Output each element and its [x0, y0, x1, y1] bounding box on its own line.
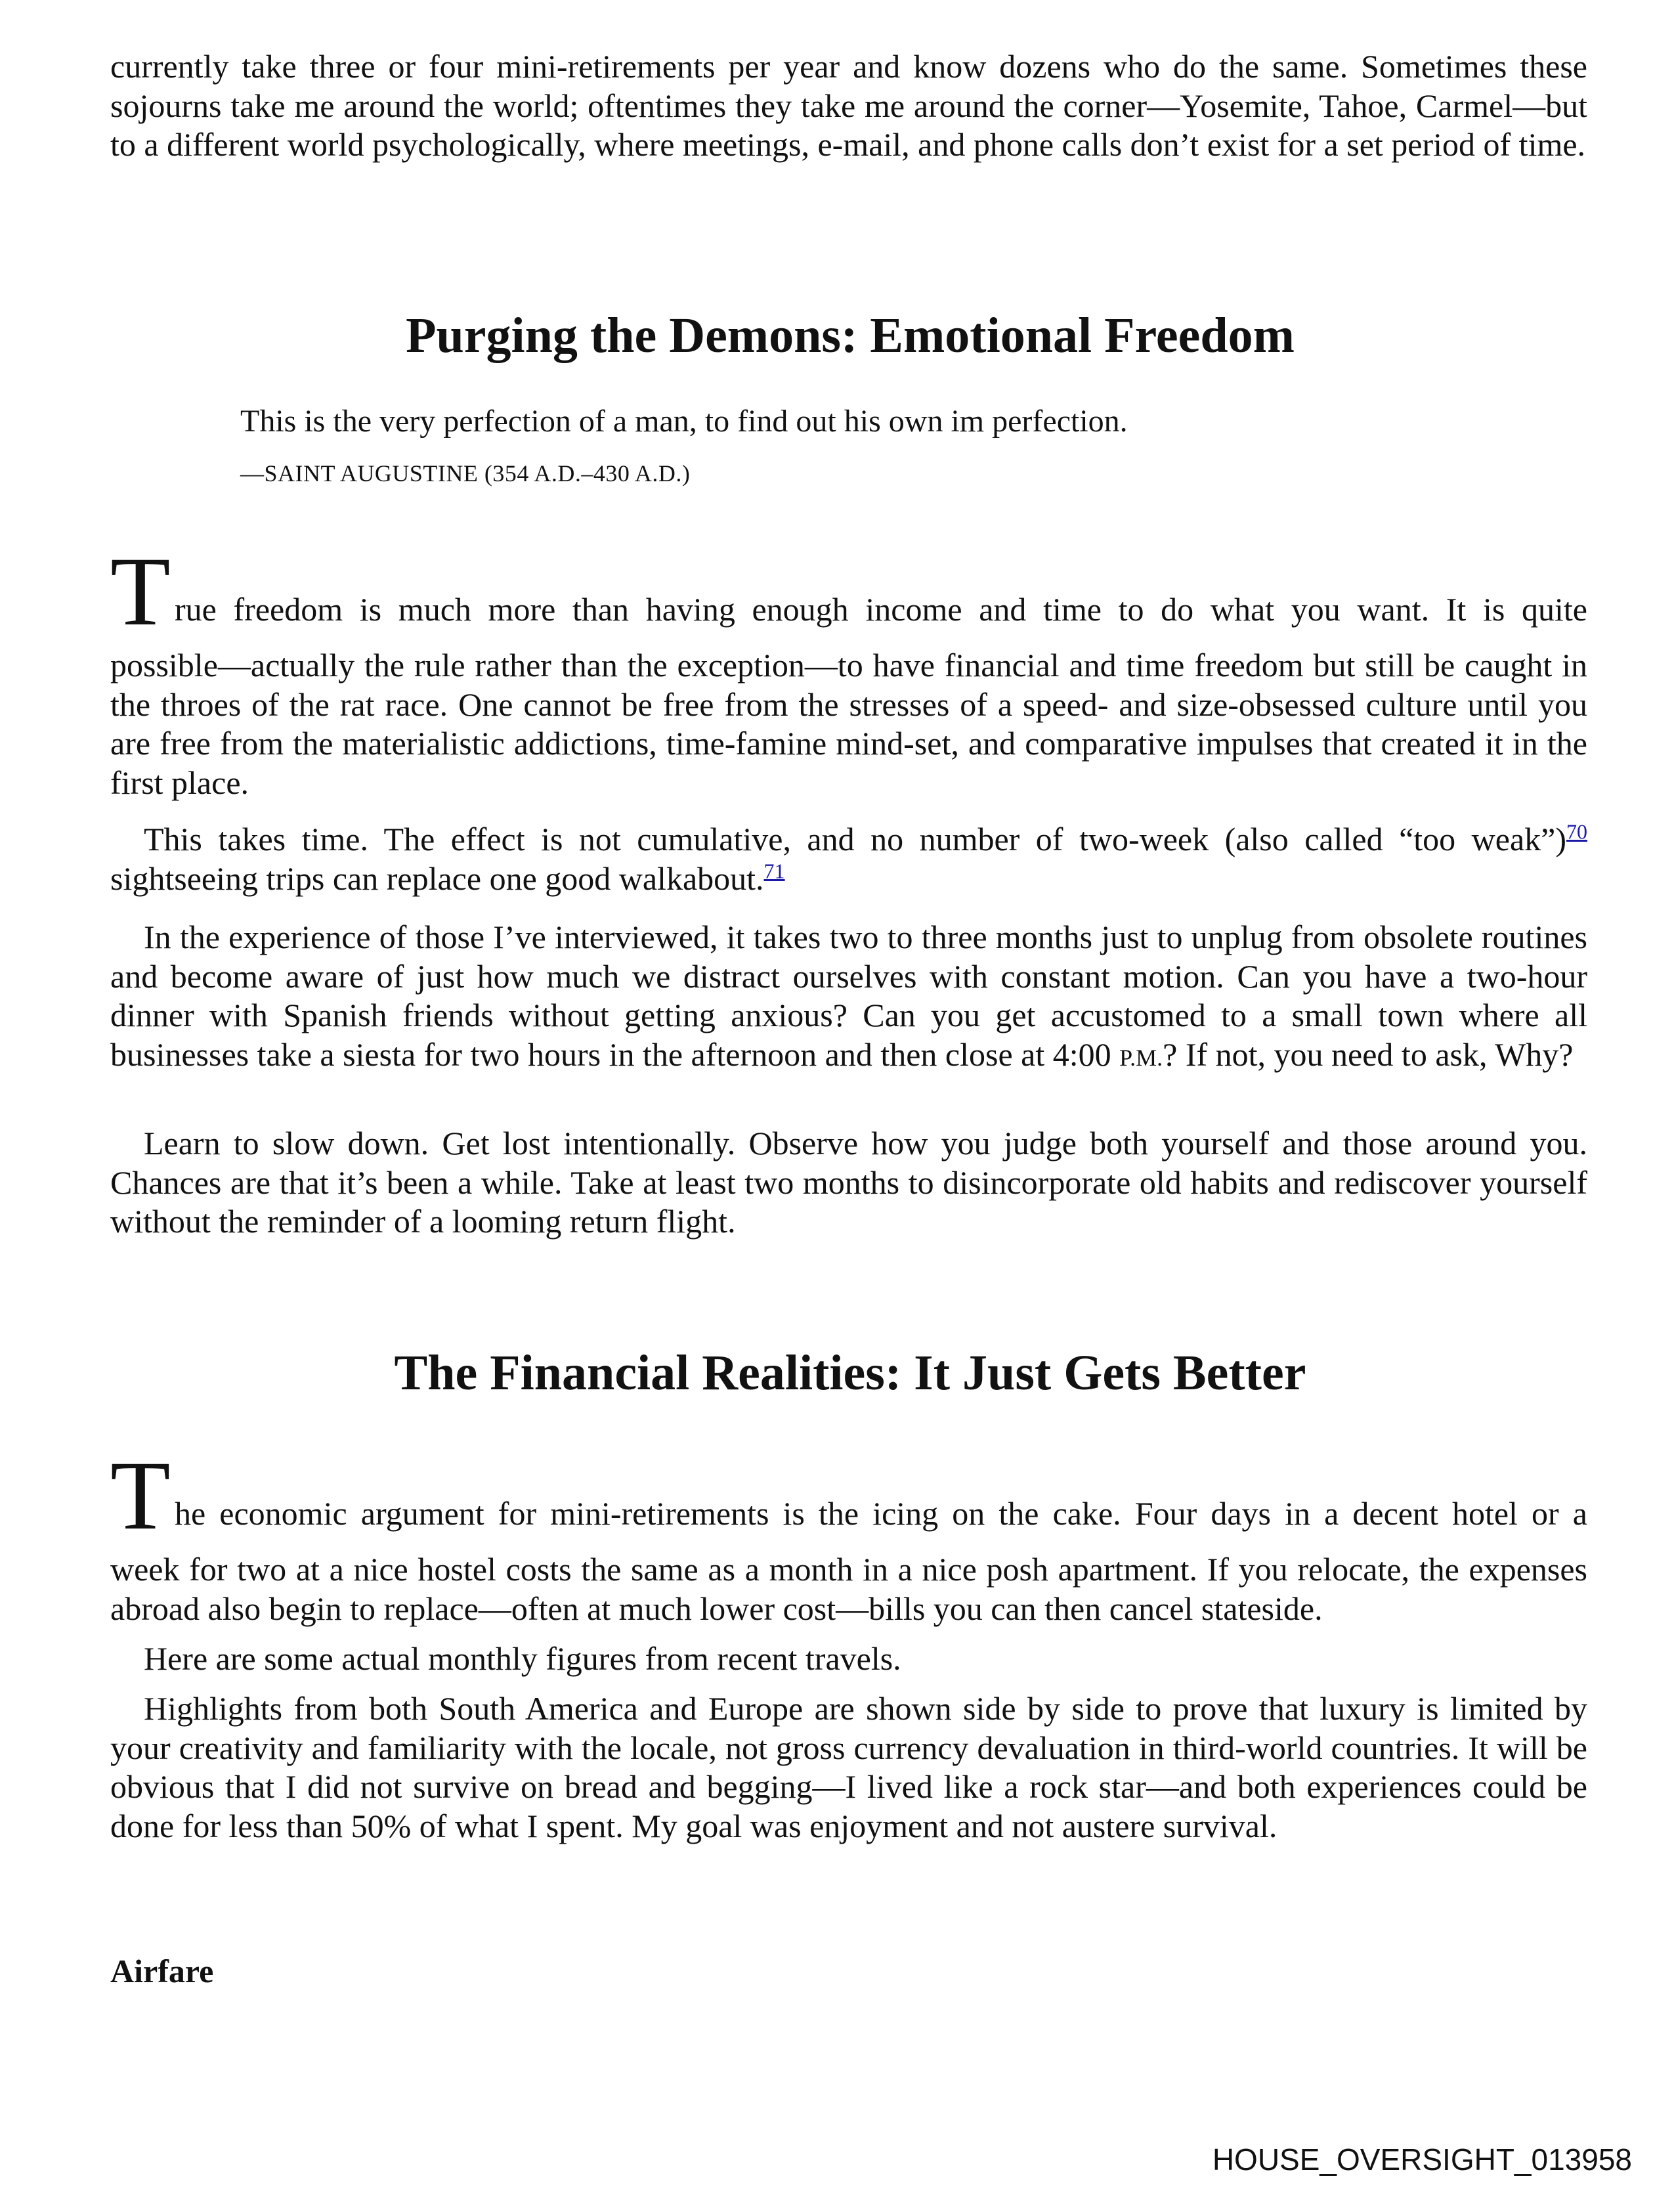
paragraph: Highlights from both South America and Europe are shown side by side to prove that luxury is limited by your creativity and familiarity with the locale, not gross currency devaluation in third-world countries. It will be obvious that I did not survive on bread and begging—I lived like a rock star—and both experiences could be done for less than 50% of what I spent. My goal was enjoyment and not austere survival. [110, 1690, 1587, 1844]
paragraph: Here are some actual monthly figures from recent travels. [144, 1640, 901, 1677]
footnote-link-70[interactable]: 70 [1566, 819, 1587, 844]
paragraph-first-line: he economic argument for mini-retirements is the icing on the cake. Four days in a decent hotel or a [175, 1495, 1587, 1532]
subheading-airfare: Airfare [110, 1953, 214, 1989]
epigraph-attribution: —SAINT AUGUSTINE (354 A.D.–430 A.D.) [240, 460, 691, 487]
paragraph-text: In the experience of those I’ve interviewed, it takes two to three months just to unplug from obsolete routines and become aware of just how much we distract ourselves with constant motion. Can you have a two-hour dinner with Spanish friends without getting anxious? Can you get accustomed to a small town where all businesses take a siesta for two hours in the afternoon and then close at 4:00 [110, 919, 1587, 1073]
paragraph: week for two at a nice hostel costs the same as a month in a nice posh apartment. If you relocate, the expenses abroad also begin to replace—often at much lower cost—bills you can then cancel stateside. [110, 1551, 1587, 1627]
paragraph-first-line: rue freedom is much more than having enough income and time to do what you want. It is quite [175, 591, 1587, 628]
section-heading-financial-realities: The Financial Realities: It Just Gets Better [394, 1345, 1306, 1400]
epigraph-quote: This is the very perfection of a man, to find out his own im perfection. [240, 404, 1128, 439]
paragraph-text: This takes time. The effect is not cumulative, and no number of two-week (also called “too weak”) [144, 821, 1566, 857]
intro-paragraph: currently take three or four mini-retirements per year and know dozens who do the same. Sometimes these sojourns take me around the world; oftentimes they take me around the corner—Yosemite, Tahoe, Carmel—but to a different world psychologically, where meetings, e-mail, and phone calls don’t exist for a set period of time. [110, 48, 1587, 163]
section-heading-emotional-freedom: Purging the Demons: Emotional Freedom [406, 308, 1295, 363]
paragraph: possible—actually the rule rather than the exception—to have financial and time freedom but still be caught in the throes of the rat race. One cannot be free from the stresses of a speed- and size-obsessed culture until you are free from the materialistic addictions, time-famine mind-set, and comparative impulses that created it in the first place. [110, 647, 1587, 801]
paragraph: Learn to slow down. Get lost intentionally. Observe how you judge both yourself and those around you. Chances are that it’s been a while. Take at least two months to disincorporate old habits and rediscover yourself without the reminder of a looming return flight. [110, 1125, 1587, 1240]
small-caps-pm: P.M. [1119, 1044, 1163, 1071]
paragraph [110, 820, 1587, 898]
footnote-link-71[interactable]: 71 [763, 858, 785, 882]
paragraph [110, 918, 1587, 1077]
drop-cap: T [110, 1441, 171, 1550]
document-id-footer: HOUSE_OVERSIGHT_013958 [1212, 2142, 1632, 2177]
paragraph-text: ? If not, you need to ask, Why? [1163, 1035, 1574, 1073]
drop-cap: T [110, 537, 171, 646]
paragraph-text: sightseeing trips can replace one good walkabout. [110, 859, 764, 897]
